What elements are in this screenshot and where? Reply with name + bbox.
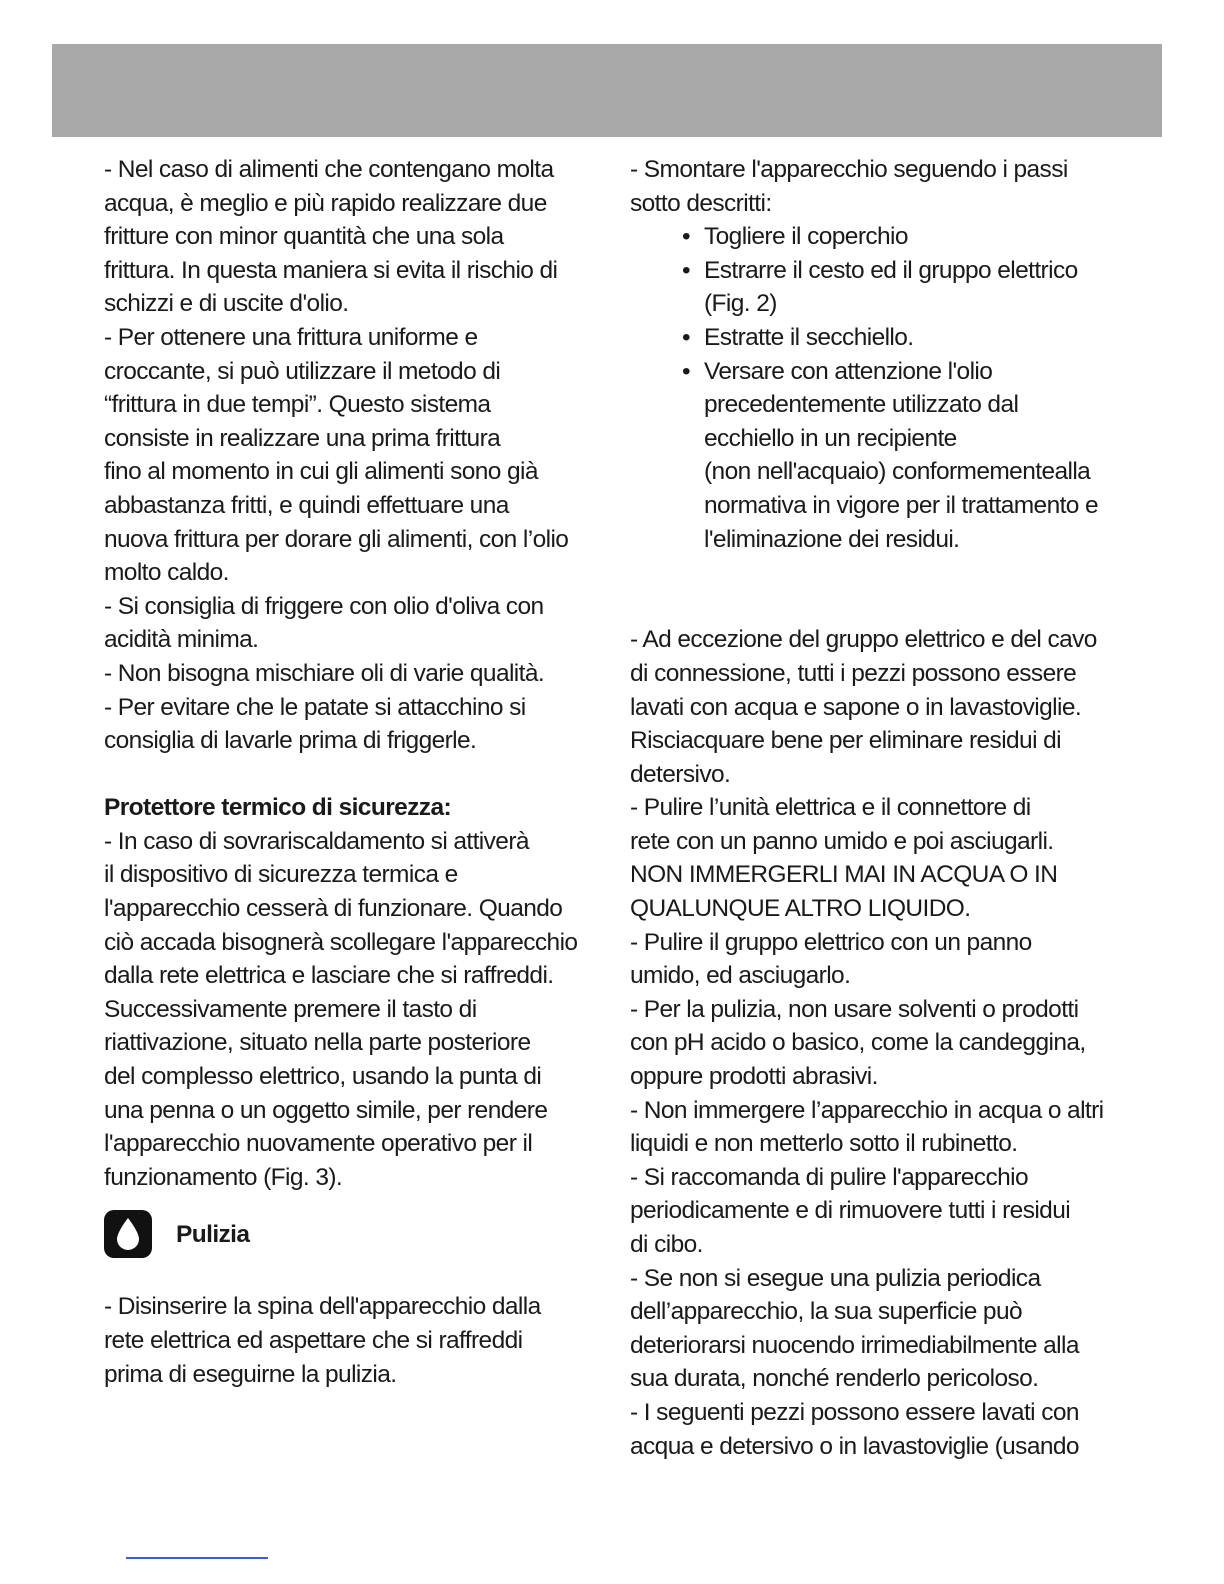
- text-line: prima di eseguirne la pulizia.: [104, 1360, 397, 1388]
- text-line: liquidi e non metterlo sotto il rubinetto.: [630, 1130, 1018, 1158]
- text-line: - Per ottenere una frittura uniforme e: [104, 323, 478, 351]
- disassembly-intro-text: [630, 153, 1120, 220]
- text-line: consiste in realizzare una prima frittura: [104, 424, 501, 452]
- cleaning-intro-text: [104, 1290, 594, 1391]
- text-line: - Per evitare che le patate si attacchino si: [104, 693, 526, 721]
- text-line: Risciacquare bene per eliminare residui di: [630, 727, 1062, 755]
- text-line: - Si consiglia di friggere con olio d'oliva con: [104, 592, 544, 620]
- text-line: - Disinserire la spina dell'apparecchio dalla: [104, 1293, 541, 1321]
- text-line: oppure prodotti abrasivi.: [630, 1063, 878, 1091]
- bullet-icon: •: [682, 323, 690, 351]
- text-line: del complesso elettrico, usando la punta di: [104, 1063, 542, 1091]
- text-line: - Per la pulizia, non usare solventi o prodotti: [630, 995, 1079, 1023]
- text-line: funzionamento (Fig. 3).: [104, 1163, 343, 1191]
- text-line: deteriorarsi nuocendo irrimediabilmente alla: [630, 1331, 1079, 1359]
- thermal-protector-text: [104, 825, 594, 1195]
- step-text-line: l'eliminazione dei residui.: [704, 525, 960, 553]
- text-line: sua durata, nonché renderlo pericoloso.: [630, 1365, 1039, 1393]
- cleaning-title: Pulizia: [176, 1220, 250, 1248]
- text-line: - Pulire l’unità elettrica e il connettore di: [630, 794, 1031, 822]
- text-line: molto caldo.: [104, 559, 229, 587]
- text-line: l'apparecchio nuovamente operativo per il: [104, 1130, 533, 1158]
- water-drop-icon: [104, 1210, 152, 1258]
- text-line: sotto descritti:: [630, 189, 772, 217]
- text-line: acidità minima.: [104, 626, 259, 654]
- text-line: nuova frittura per dorare gli alimenti, con l’olio: [104, 525, 569, 553]
- text-line: dell’apparecchio, la sua superficie può: [630, 1298, 1022, 1326]
- text-line: croccante, si può utilizzare il metodo di: [104, 357, 501, 385]
- text-line: consiglia di lavarle prima di friggerle.: [104, 727, 477, 755]
- step-text-line: (Fig. 2): [704, 290, 777, 318]
- text-line: schizzi e di uscite d'olio.: [104, 290, 349, 318]
- cleaning-section-header: [104, 1208, 594, 1260]
- right-column: [630, 153, 1120, 1463]
- text-line: fino al momento in cui gli alimenti sono già: [104, 458, 538, 486]
- text-line: - Si raccomanda di pulire l'apparecchio: [630, 1163, 1028, 1191]
- text-line: - Se non si esegue una pulizia periodica: [630, 1264, 1041, 1292]
- text-line: Successivamente premere il tasto di: [104, 995, 477, 1023]
- text-line: rete elettrica ed aspettare che si raffreddi: [104, 1327, 523, 1354]
- text-line: - Non immergere l’apparecchio in acqua o altri: [630, 1096, 1104, 1124]
- text-line: fritture con minor quantità che una sola: [104, 223, 504, 251]
- disassembly-step: [682, 355, 1120, 557]
- header-band: [52, 44, 1162, 137]
- text-line: - I seguenti pezzi possono essere lavati con: [630, 1398, 1079, 1426]
- step-text-line: ecchiello in un recipiente: [704, 424, 957, 452]
- text-line: acqua, è meglio e più rapido realizzare due: [104, 189, 547, 217]
- text-line: - Pulire il gruppo elettrico con un panno: [630, 928, 1032, 956]
- step-text-line: Estrarre il cesto ed il gruppo elettrico: [704, 256, 1078, 284]
- disassembly-step: [682, 220, 1120, 254]
- step-text-line: precedentemente utilizzato dal: [704, 391, 1019, 419]
- text-line: riattivazione, situato nella parte posteriore: [104, 1029, 531, 1057]
- disassembly-steps-list: [682, 220, 1120, 556]
- text-line: ciò accada bisognerà scollegare l'apparecchio: [104, 928, 578, 956]
- step-text-line: Versare con attenzione l'olio: [704, 357, 993, 385]
- cleaning-instructions-text: [630, 623, 1120, 1463]
- text-line: - Smontare l'apparecchio seguendo i passi: [630, 156, 1068, 183]
- bullet-icon: •: [682, 223, 690, 251]
- text-line: - Nel caso di alimenti che contengano molta: [104, 156, 554, 183]
- text-line: umido, ed asciugarlo.: [630, 962, 851, 990]
- thermal-protector-heading: Protettore termico di sicurezza:: [104, 794, 452, 822]
- text-line: periodicamente e di rimuovere tutti i residui: [630, 1197, 1071, 1225]
- disassembly-step: [682, 321, 1120, 355]
- text-line: - Non bisogna mischiare oli di varie qualità.: [104, 659, 545, 687]
- text-line: - In caso di sovrariscaldamento si attiverà: [104, 827, 529, 855]
- step-text-line: Togliere il coperchio: [704, 223, 908, 251]
- text-line: dalla rete elettrica e lasciare che si raffreddi.: [104, 962, 554, 990]
- text-line: detersivo.: [630, 760, 731, 788]
- frying-tips-text: [104, 153, 594, 758]
- text-line: acqua e detersivo o in lavastoviglie (usando: [630, 1432, 1079, 1460]
- text-line: l'apparecchio cesserà di funzionare. Quando: [104, 895, 563, 923]
- bullet-icon: •: [682, 256, 690, 284]
- step-text-line: normativa in vigore per il trattamento e: [704, 491, 1099, 519]
- text-line: lavati con acqua e sapone o in lavastoviglie.: [630, 693, 1082, 721]
- text-line: con pH acido o basico, come la candeggina,: [630, 1029, 1086, 1057]
- bullet-icon: •: [682, 357, 690, 385]
- left-column: [104, 153, 594, 1391]
- text-line: una penna o un oggetto simile, per rendere: [104, 1096, 548, 1124]
- text-line: “frittura in due tempi”. Questo sistema: [104, 391, 491, 419]
- text-line: rete con un panno umido e poi asciugarli.: [630, 827, 1054, 855]
- disassembly-step: [682, 254, 1120, 321]
- footer-rule: [126, 1557, 268, 1559]
- text-line: il dispositivo di sicurezza termica e: [104, 861, 458, 889]
- step-text-line: Estratte il secchiello.: [704, 323, 914, 351]
- text-line: di connessione, tutti i pezzi possono essere: [630, 659, 1077, 687]
- text-line: - Ad eccezione del gruppo elettrico e del cavo: [630, 626, 1097, 654]
- text-line: abbastanza fritti, e quindi effettuare una: [104, 491, 509, 519]
- text-line: frittura. In questa maniera si evita il rischio di: [104, 256, 558, 284]
- step-text-line: (non nell'acquaio) conformementealla: [704, 458, 1091, 486]
- text-line: di cibo.: [630, 1231, 703, 1258]
- text-line: NON IMMERGERLI MAI IN ACQUA O IN: [630, 861, 1058, 889]
- text-line: QUALUNQUE ALTRO LIQUIDO.: [630, 895, 971, 923]
